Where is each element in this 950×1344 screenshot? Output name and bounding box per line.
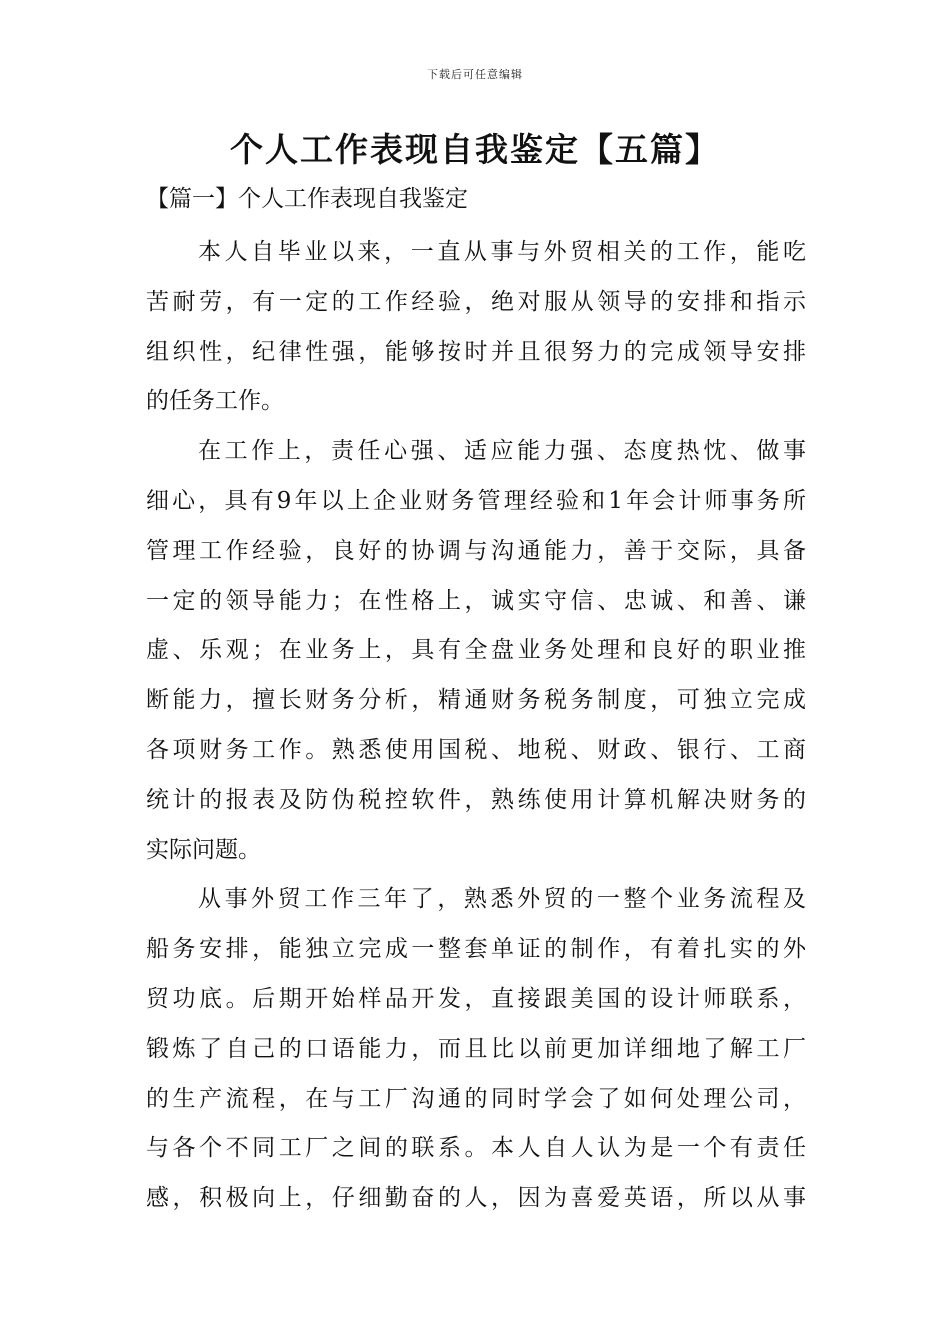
paragraph-3 xyxy=(146,875,806,1224)
paragraph-line: 与各个不同工厂之间的联系。本人自人认为是一个有责任 xyxy=(146,1135,806,1162)
paragraph-line: 的任务工作。 xyxy=(146,388,284,415)
paragraph-line: 细心，具有9年以上企业财务管理经验和1年会计师事务所 xyxy=(146,487,806,514)
document-body xyxy=(146,228,806,1224)
section-heading: 【篇一】个人工作表现自我鉴定 xyxy=(146,186,468,212)
paragraph-line: 组织性，纪律性强，能够按时并且很努力的完成领导安排 xyxy=(146,338,806,365)
paragraph-line: 感，积极向上，仔细勤奋的人，因为喜爱英语，所以从事 xyxy=(146,1185,806,1212)
paragraph-line: 统计的报表及防伪税控软件，熟练使用计算机解决财务的 xyxy=(146,786,806,813)
paragraph-line: 本人自毕业以来，一直从事与外贸相关的工作，能吃 xyxy=(198,239,806,265)
paragraph-line: 各项财务工作。熟悉使用国税、地税、财政、银行、工商 xyxy=(146,736,806,763)
paragraph-line: 船务安排，能独立完成一整套单证的制作，有着扎实的外 xyxy=(146,936,806,963)
paragraph-line: 断能力，擅长财务分析，精通财务税务制度，可独立完成 xyxy=(146,687,806,714)
paragraph-1 xyxy=(146,228,806,427)
paragraph-2 xyxy=(146,427,806,875)
paragraph-line: 管理工作经验，良好的协调与沟通能力，善于交际，具备 xyxy=(146,537,806,564)
paragraph-line: 在工作上，责任心强、适应能力强、态度热忱、做事 xyxy=(198,438,806,465)
paragraph-line: 从事外贸工作三年了，熟悉外贸的一整个业务流程及 xyxy=(198,886,806,913)
paragraph-line: 锻炼了自己的口语能力，而且比以前更加详细地了解工厂 xyxy=(146,1035,806,1062)
header-note: 下载后可任意编辑 xyxy=(427,68,523,81)
paragraph-line: 一定的领导能力；在性格上，诚实守信、忠诚、和善、谦 xyxy=(146,587,806,614)
paragraph-line: 贸功底。后期开始样品开发，直接跟美国的设计师联系， xyxy=(146,985,806,1012)
paragraph-line: 虚、乐观；在业务上，具有全盘业务处理和良好的职业推 xyxy=(146,637,806,664)
document-title: 个人工作表现自我鉴定【五篇】 xyxy=(230,130,720,169)
paragraph-line: 的生产流程，在与工厂沟通的同时学会了如何处理公司， xyxy=(146,1085,806,1112)
paragraph-line: 苦耐劳，有一定的工作经验，绝对服从领导的安排和指示 xyxy=(146,288,806,315)
paragraph-line: 实际问题。 xyxy=(146,836,261,863)
